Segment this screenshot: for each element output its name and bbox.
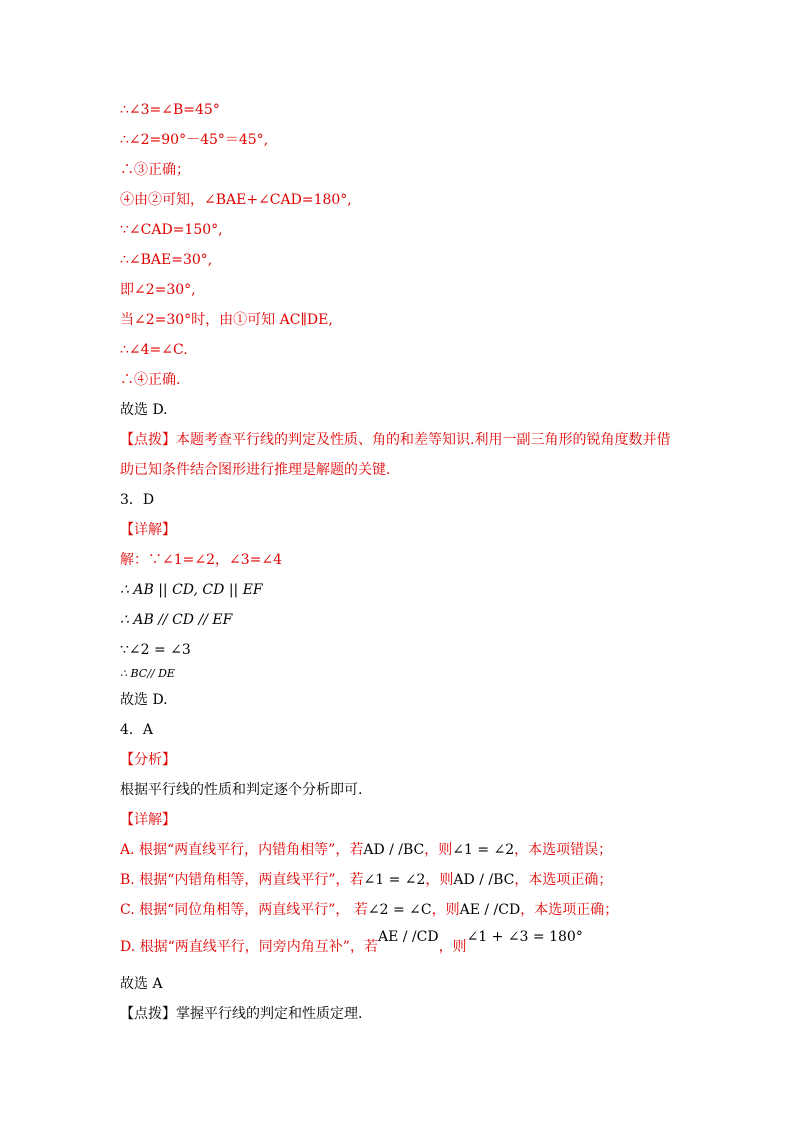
text-line: 故选 A xyxy=(120,976,163,992)
section-heading: 【详解】 xyxy=(120,522,176,538)
option-c: C. 根据“同位角相等，两直线平行”， 若∠2 = ∠C，则AE / /CD，本选项正确； xyxy=(120,902,619,918)
text-line: ∵∠CAD=150°, xyxy=(120,222,223,238)
comment-line: 【点拨】掌握平行线的判定和性质定理. xyxy=(120,1006,363,1022)
text-line: ④由②可知，∠BAE+∠CAD=180°, xyxy=(120,192,352,208)
question-number: 3．D xyxy=(120,492,155,508)
option-b: B. 根据“内错角相等，两直线平行”，若∠1 = ∠2，则AD / /BC，本选项正确； xyxy=(120,872,613,888)
text-line: 故选 D. xyxy=(120,692,168,708)
math-line: ∴ AB // CD // EF xyxy=(120,612,233,628)
comment-line: 助已知条件结合图形进行推理是解题的关键. xyxy=(120,462,391,478)
text-line: ∴④正确. xyxy=(120,372,181,388)
math-line: ∵∠2 = ∠3 xyxy=(120,642,191,658)
section-heading: 【详解】 xyxy=(120,812,176,828)
text-line: ∴∠3=∠B=45° xyxy=(120,102,220,118)
text-line: 故选 D. xyxy=(120,402,168,418)
math-line: ∴ AB || CD, CD || EF xyxy=(120,582,263,598)
option-a: A. 根据“两直线平行，内错角相等”，若AD / /BC，则∠1 = ∠2，本选项错误； xyxy=(120,842,613,858)
text-line: 根据平行线的性质和判定逐个分析即可. xyxy=(120,782,363,798)
question-number: 4．A xyxy=(120,722,154,738)
text-line: 即∠2=30°, xyxy=(120,282,196,298)
section-heading: 【分析】 xyxy=(120,752,176,768)
text-line: 解：∵∠1=∠2，∠3=∠4 xyxy=(120,552,283,568)
text-line: ∴∠BAE=30°, xyxy=(120,252,213,268)
text-line: ∴∠2=90°－45°＝45°, xyxy=(120,132,269,148)
option-d: D. 根据“两直线平行，同旁内角互补”，若AE / /CD，则∠1 + ∠3 = 180° xyxy=(120,929,583,955)
comment-line: 【点拨】本题考查平行线的判定及性质、角的和差等知识.利用一副三角形的锐角度数并借 xyxy=(120,432,671,448)
text-line: 当∠2=30°时，由①可知 AC∥DE, xyxy=(120,312,333,328)
text-line: ∴∠4=∠C. xyxy=(120,342,188,358)
text-line: ∴③正确； xyxy=(120,162,190,178)
math-line: ∴ BC// DE xyxy=(120,667,175,680)
